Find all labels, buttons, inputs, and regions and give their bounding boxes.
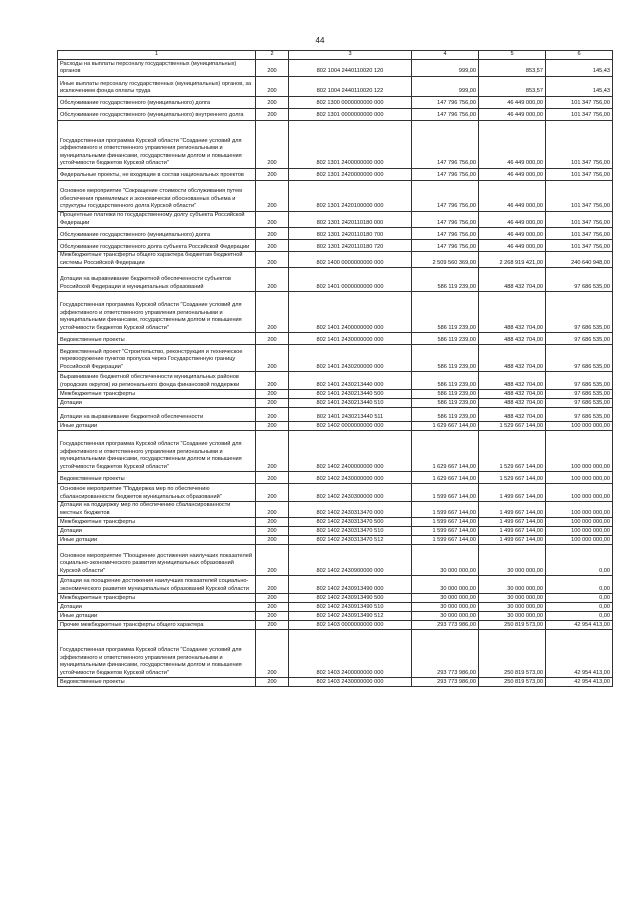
row-value2-cell: 46 449 000,00 [479, 228, 546, 240]
row-value1-cell: 293 773 986,00 [412, 621, 479, 630]
table-row [58, 97, 613, 109]
table-row [58, 372, 613, 390]
row-grbs-cell: 200 [256, 240, 289, 252]
row-name-cell: Дотации [58, 527, 256, 536]
row-name-cell: Прочие межбюджетные трансферты общего характера [58, 621, 256, 630]
row-value3-cell: 0,00 [546, 576, 613, 594]
row-code-cell: 802 1004 2440110020 122 [289, 77, 412, 97]
row-code-cell: 802 1402 2430313470 000 [289, 502, 412, 518]
table-row [58, 678, 613, 687]
row-grbs-cell: 200 [256, 576, 289, 594]
row-name-cell: Ведомственные проекты [58, 472, 256, 484]
row-value2-cell: 1 529 667 144,00 [479, 422, 546, 431]
table-row [58, 268, 613, 292]
row-value3-cell: 97 686 535,00 [546, 390, 613, 399]
row-value1-cell: 147 796 756,00 [412, 121, 479, 169]
row-code-cell: 802 1402 0000000000 000 [289, 422, 412, 431]
row-value1-cell: 30 000 000,00 [412, 594, 479, 603]
row-code-cell: 802 1301 2420100000 000 [289, 181, 412, 212]
row-grbs-cell: 200 [256, 594, 289, 603]
row-value3-cell: 101 347 756,00 [546, 212, 613, 228]
table-header-row [58, 51, 613, 60]
row-grbs-cell: 200 [256, 390, 289, 399]
row-grbs-cell: 200 [256, 292, 289, 333]
table-row [58, 621, 613, 630]
row-code-cell: 802 1402 2430913490 510 [289, 603, 412, 612]
row-value1-cell: 1 599 667 144,00 [412, 527, 479, 536]
row-value1-cell: 147 796 756,00 [412, 97, 479, 109]
row-value3-cell: 100 000 000,00 [546, 502, 613, 518]
row-value3-cell: 101 347 756,00 [546, 109, 613, 121]
row-code-cell: 802 1301 2420110180 700 [289, 228, 412, 240]
row-code-cell: 802 1402 2430313470 510 [289, 527, 412, 536]
table-row [58, 612, 613, 621]
row-code-cell: 802 1401 2430213440 510 [289, 399, 412, 408]
row-name-cell: Обслуживание государственного (муниципального) долга [58, 97, 256, 109]
row-value2-cell: 46 449 000,00 [479, 240, 546, 252]
row-value3-cell: 100 000 000,00 [546, 472, 613, 484]
row-name-cell: Ведомственный проект "Строительство, реконструкция и техническое перевооружение пунктов пропуска через Государственную границу Российской Федерации" [58, 345, 256, 372]
row-value2-cell: 1 499 667 144,00 [479, 527, 546, 536]
row-name-cell: Дотации [58, 603, 256, 612]
row-code-cell: 802 1004 2440110020 120 [289, 60, 412, 77]
row-value1-cell: 30 000 000,00 [412, 612, 479, 621]
row-name-cell: Государственная программа Курской области "Создание условий для эффективного и ответственного управления региональными и муниципальными финансами, государственным долгом и повышения устойчивости бюджетов Курской области" [58, 630, 256, 678]
row-value1-cell: 586 119 239,00 [412, 268, 479, 292]
row-code-cell: 802 1301 0000000000 000 [289, 109, 412, 121]
table-row [58, 502, 613, 518]
row-name-cell: Основное мероприятие "Поощрение достижения наилучших показателей социально-экономического развития муниципальных образований Курской области" [58, 545, 256, 576]
row-value3-cell: 101 347 756,00 [546, 240, 613, 252]
table-row [58, 181, 613, 212]
row-value2-cell: 488 432 704,00 [479, 268, 546, 292]
row-value1-cell: 1 629 667 144,00 [412, 472, 479, 484]
column-header: 4 [412, 51, 479, 60]
row-value3-cell: 101 347 756,00 [546, 121, 613, 169]
row-value2-cell: 46 449 000,00 [479, 97, 546, 109]
row-name-cell: Иные дотации [58, 536, 256, 545]
row-value1-cell: 1 629 667 144,00 [412, 422, 479, 431]
row-value2-cell: 488 432 704,00 [479, 390, 546, 399]
table-row [58, 536, 613, 545]
row-value3-cell: 97 686 535,00 [546, 372, 613, 390]
row-value3-cell: 97 686 535,00 [546, 268, 613, 292]
row-name-cell: Иные дотации [58, 422, 256, 431]
row-value2-cell: 488 432 704,00 [479, 333, 546, 345]
table-row [58, 345, 613, 372]
row-name-cell: Обслуживание государственного (муниципального) внутреннего долга [58, 109, 256, 121]
row-value1-cell: 1 599 667 144,00 [412, 502, 479, 518]
row-value3-cell: 0,00 [546, 594, 613, 603]
row-value3-cell: 100 000 000,00 [546, 536, 613, 545]
row-value1-cell: 1 599 667 144,00 [412, 484, 479, 502]
table-row [58, 169, 613, 181]
row-value2-cell: 46 449 000,00 [479, 181, 546, 212]
table-row [58, 518, 613, 527]
table-row [58, 228, 613, 240]
row-name-cell: Государственная программа Курской области "Создание условий для эффективного и ответственного управления региональными и муниципальными финансами, государственным долгом и повышения устойчивости бюджетов Курской области" [58, 431, 256, 472]
row-name-cell: Процентные платежи по государственному долгу субъекта Российской Федерации [58, 212, 256, 228]
row-grbs-cell: 200 [256, 212, 289, 228]
row-name-cell: Ведомственные проекты [58, 678, 256, 687]
page-number: 44 [315, 36, 325, 45]
row-grbs-cell: 200 [256, 181, 289, 212]
row-value3-cell: 97 686 535,00 [546, 345, 613, 372]
row-code-cell: 802 1402 2430000000 000 [289, 472, 412, 484]
table-row [58, 408, 613, 422]
row-grbs-cell: 200 [256, 502, 289, 518]
row-value1-cell: 30 000 000,00 [412, 545, 479, 576]
row-value3-cell: 101 347 756,00 [546, 228, 613, 240]
table-row [58, 212, 613, 228]
table-row [58, 576, 613, 594]
row-value3-cell: 42 954 413,00 [546, 678, 613, 687]
row-code-cell: 802 1402 2430300000 000 [289, 484, 412, 502]
row-grbs-cell: 200 [256, 484, 289, 502]
row-name-cell: Межбюджетные трансферты [58, 594, 256, 603]
row-value3-cell: 0,00 [546, 603, 613, 612]
row-value2-cell: 488 432 704,00 [479, 292, 546, 333]
table-row [58, 484, 613, 502]
row-grbs-cell: 200 [256, 518, 289, 527]
row-value1-cell: 586 119 239,00 [412, 372, 479, 390]
row-grbs-cell: 200 [256, 545, 289, 576]
row-grbs-cell: 200 [256, 345, 289, 372]
row-value1-cell: 293 773 986,00 [412, 678, 479, 687]
table-row [58, 431, 613, 472]
row-name-cell: Обслуживание государственного (муниципального) долга [58, 228, 256, 240]
table-row [58, 252, 613, 268]
row-code-cell: 802 1401 2400000000 000 [289, 292, 412, 333]
row-code-cell: 802 1402 2430913490 512 [289, 612, 412, 621]
row-name-cell: Дотации на выравнивание бюджетной обеспеченности [58, 408, 256, 422]
row-value2-cell: 46 449 000,00 [479, 169, 546, 181]
row-value1-cell: 586 119 239,00 [412, 390, 479, 399]
row-value3-cell: 97 686 535,00 [546, 408, 613, 422]
row-value3-cell: 145,43 [546, 77, 613, 97]
row-name-cell: Межбюджетные трансферты общего характера бюджетам бюджетной системы Российской Федерации [58, 252, 256, 268]
row-name-cell: Расходы на выплаты персоналу государственных (муниципальных) органов [58, 60, 256, 77]
row-value2-cell: 46 449 000,00 [479, 109, 546, 121]
row-grbs-cell: 200 [256, 630, 289, 678]
table-row [58, 399, 613, 408]
row-grbs-cell: 200 [256, 228, 289, 240]
row-grbs-cell: 200 [256, 121, 289, 169]
row-value2-cell: 1 499 667 144,00 [479, 518, 546, 527]
row-grbs-cell: 200 [256, 169, 289, 181]
table-row [58, 603, 613, 612]
row-value2-cell: 250 819 573,00 [479, 621, 546, 630]
row-grbs-cell: 200 [256, 77, 289, 97]
row-grbs-cell: 200 [256, 97, 289, 109]
row-value2-cell: 853,57 [479, 60, 546, 77]
row-name-cell: Межбюджетные трансферты [58, 518, 256, 527]
row-code-cell: 802 1402 2430900000 000 [289, 545, 412, 576]
row-value1-cell: 999,00 [412, 60, 479, 77]
row-grbs-cell: 200 [256, 612, 289, 621]
table-row [58, 292, 613, 333]
row-value3-cell: 101 347 756,00 [546, 169, 613, 181]
row-value3-cell: 97 686 535,00 [546, 292, 613, 333]
row-grbs-cell: 200 [256, 621, 289, 630]
row-value1-cell: 2 509 560 369,00 [412, 252, 479, 268]
row-name-cell: Дотации на поддержку мер по обеспечению сбалансированности местных бюджетов [58, 502, 256, 518]
row-value1-cell: 1 629 667 144,00 [412, 431, 479, 472]
table-row [58, 527, 613, 536]
row-value1-cell: 30 000 000,00 [412, 576, 479, 594]
row-value2-cell: 250 819 573,00 [479, 678, 546, 687]
row-value3-cell: 100 000 000,00 [546, 422, 613, 431]
table-row [58, 240, 613, 252]
row-value2-cell: 488 432 704,00 [479, 399, 546, 408]
row-grbs-cell: 200 [256, 678, 289, 687]
row-value1-cell: 147 796 756,00 [412, 240, 479, 252]
row-code-cell: 802 1402 2430313470 512 [289, 536, 412, 545]
row-grbs-cell: 200 [256, 399, 289, 408]
row-code-cell: 802 1400 0000000000 000 [289, 252, 412, 268]
table-row [58, 121, 613, 169]
row-name-cell: Обслуживание государственного долга субъекта Российской Федерации [58, 240, 256, 252]
row-grbs-cell: 200 [256, 109, 289, 121]
row-value3-cell: 0,00 [546, 545, 613, 576]
row-name-cell: Федеральные проекты, не входящие в состав национальных проектов [58, 169, 256, 181]
row-grbs-cell: 200 [256, 603, 289, 612]
row-code-cell: 802 1401 2430213440 511 [289, 408, 412, 422]
row-value3-cell: 42 954 413,00 [546, 630, 613, 678]
row-code-cell: 802 1403 2400000000 000 [289, 630, 412, 678]
row-value1-cell: 147 796 756,00 [412, 228, 479, 240]
column-header: 5 [479, 51, 546, 60]
row-value3-cell: 0,00 [546, 612, 613, 621]
row-value2-cell: 1 499 667 144,00 [479, 536, 546, 545]
row-name-cell: Межбюджетные трансферты [58, 390, 256, 399]
row-name-cell: Ведомственные проекты [58, 333, 256, 345]
row-code-cell: 802 1301 2420000000 000 [289, 169, 412, 181]
row-value1-cell: 293 773 986,00 [412, 630, 479, 678]
row-grbs-cell: 200 [256, 268, 289, 292]
row-code-cell: 802 1300 0000000000 000 [289, 97, 412, 109]
row-grbs-cell: 200 [256, 408, 289, 422]
row-value1-cell: 147 796 756,00 [412, 169, 479, 181]
row-value1-cell: 999,00 [412, 77, 479, 97]
row-code-cell: 802 1402 2400000000 000 [289, 431, 412, 472]
row-name-cell: Дотации на поощрение достижения наилучших показателей социально-экономического развития муниципальных образований Курской области [58, 576, 256, 594]
table-row [58, 545, 613, 576]
column-header: 6 [546, 51, 613, 60]
row-value2-cell: 1 499 667 144,00 [479, 484, 546, 502]
row-value1-cell: 1 599 667 144,00 [412, 536, 479, 545]
row-grbs-cell: 200 [256, 472, 289, 484]
budget-table [57, 50, 613, 687]
row-value3-cell: 97 686 535,00 [546, 399, 613, 408]
column-header: 3 [289, 51, 412, 60]
row-grbs-cell: 200 [256, 60, 289, 77]
row-value3-cell: 100 000 000,00 [546, 484, 613, 502]
row-value2-cell: 2 268 919 421,00 [479, 252, 546, 268]
row-code-cell: 802 1401 0000000000 000 [289, 268, 412, 292]
row-name-cell: Выравнивание бюджетной обеспеченности муниципальных районов (городских округов) из регионального фонда финансовой поддержки [58, 372, 256, 390]
row-name-cell: Государственная программа Курской области "Создание условий для эффективного и ответственного управления региональными и муниципальными финансами, государственным долгом и повышения устойчивости бюджетов Курской области" [58, 292, 256, 333]
table-row [58, 472, 613, 484]
row-value3-cell: 240 640 948,00 [546, 252, 613, 268]
row-value2-cell: 30 000 000,00 [479, 612, 546, 621]
row-grbs-cell: 200 [256, 431, 289, 472]
row-code-cell: 802 1301 2400000000 000 [289, 121, 412, 169]
row-value2-cell: 30 000 000,00 [479, 545, 546, 576]
row-name-cell: Дотации [58, 399, 256, 408]
table-row [58, 594, 613, 603]
row-value1-cell: 147 796 756,00 [412, 212, 479, 228]
row-grbs-cell: 200 [256, 536, 289, 545]
row-value2-cell: 30 000 000,00 [479, 576, 546, 594]
row-code-cell: 802 1402 2430913490 000 [289, 576, 412, 594]
row-grbs-cell: 200 [256, 333, 289, 345]
row-name-cell: Основное мероприятие "Поддержка мер по обеспечению сбалансированности бюджетов муниципальных образований" [58, 484, 256, 502]
row-value3-cell: 145,43 [546, 60, 613, 77]
row-value1-cell: 147 796 756,00 [412, 109, 479, 121]
row-value3-cell: 100 000 000,00 [546, 431, 613, 472]
row-name-cell: Иные выплаты персоналу государственных (муниципальных) органов, за исключением фонда оплаты труда [58, 77, 256, 97]
row-code-cell: 802 1401 2430213440 000 [289, 372, 412, 390]
row-name-cell: Дотации на выравнивание бюджетной обеспеченности субъектов Российской Федерации и муниципальных образований [58, 268, 256, 292]
row-value2-cell: 30 000 000,00 [479, 603, 546, 612]
table-row [58, 390, 613, 399]
row-value3-cell: 101 347 756,00 [546, 181, 613, 212]
row-value1-cell: 147 796 756,00 [412, 181, 479, 212]
row-value2-cell: 46 449 000,00 [479, 212, 546, 228]
row-value1-cell: 586 119 239,00 [412, 399, 479, 408]
row-value1-cell: 586 119 239,00 [412, 333, 479, 345]
row-value1-cell: 586 119 239,00 [412, 292, 479, 333]
row-code-cell: 802 1301 2420110180 000 [289, 212, 412, 228]
table-row [58, 630, 613, 678]
row-value2-cell: 488 432 704,00 [479, 345, 546, 372]
column-header: 2 [256, 51, 289, 60]
table-row [58, 60, 613, 77]
row-code-cell: 802 1402 2430313470 500 [289, 518, 412, 527]
row-name-cell: Государственная программа Курской области "Создание условий для эффективного и ответственного управления региональными и муниципальными финансами, государственным долгом и повышения устойчивости бюджетов Курской области" [58, 121, 256, 169]
row-value1-cell: 586 119 239,00 [412, 345, 479, 372]
row-grbs-cell: 200 [256, 372, 289, 390]
row-value2-cell: 853,57 [479, 77, 546, 97]
row-name-cell: Иные дотации [58, 612, 256, 621]
row-grbs-cell: 200 [256, 527, 289, 536]
row-name-cell: Основное мероприятие "Сокращение стоимости обслуживания путем обеспечения приемлемых и экономически обоснованных объема и структуры государственного долга Курской области" [58, 181, 256, 212]
row-value3-cell: 42 954 413,00 [546, 621, 613, 630]
table-row [58, 109, 613, 121]
row-code-cell: 802 1401 2430000000 000 [289, 333, 412, 345]
row-value2-cell: 488 432 704,00 [479, 372, 546, 390]
row-value2-cell: 30 000 000,00 [479, 594, 546, 603]
table-row [58, 333, 613, 345]
table-row [58, 77, 613, 97]
row-value1-cell: 1 599 667 144,00 [412, 518, 479, 527]
row-code-cell: 802 1403 2430000000 000 [289, 678, 412, 687]
row-value3-cell: 100 000 000,00 [546, 527, 613, 536]
row-value2-cell: 250 819 573,00 [479, 630, 546, 678]
row-value2-cell: 1 529 667 144,00 [479, 472, 546, 484]
row-value3-cell: 100 000 000,00 [546, 518, 613, 527]
row-value2-cell: 1 529 667 144,00 [479, 431, 546, 472]
row-code-cell: 802 1401 2430200000 000 [289, 345, 412, 372]
row-code-cell: 802 1403 0000000000 000 [289, 621, 412, 630]
row-value1-cell: 586 119 239,00 [412, 408, 479, 422]
row-value3-cell: 97 686 535,00 [546, 333, 613, 345]
row-value2-cell: 488 432 704,00 [479, 408, 546, 422]
row-grbs-cell: 200 [256, 422, 289, 431]
row-value2-cell: 46 449 000,00 [479, 121, 546, 169]
row-value2-cell: 1 499 667 144,00 [479, 502, 546, 518]
row-value1-cell: 30 000 000,00 [412, 603, 479, 612]
row-code-cell: 802 1301 2420110180 720 [289, 240, 412, 252]
table-row [58, 422, 613, 431]
row-code-cell: 802 1401 2430213440 500 [289, 390, 412, 399]
row-code-cell: 802 1402 2430913490 500 [289, 594, 412, 603]
row-value3-cell: 101 347 756,00 [546, 97, 613, 109]
row-grbs-cell: 200 [256, 252, 289, 268]
column-header: 1 [58, 51, 256, 60]
